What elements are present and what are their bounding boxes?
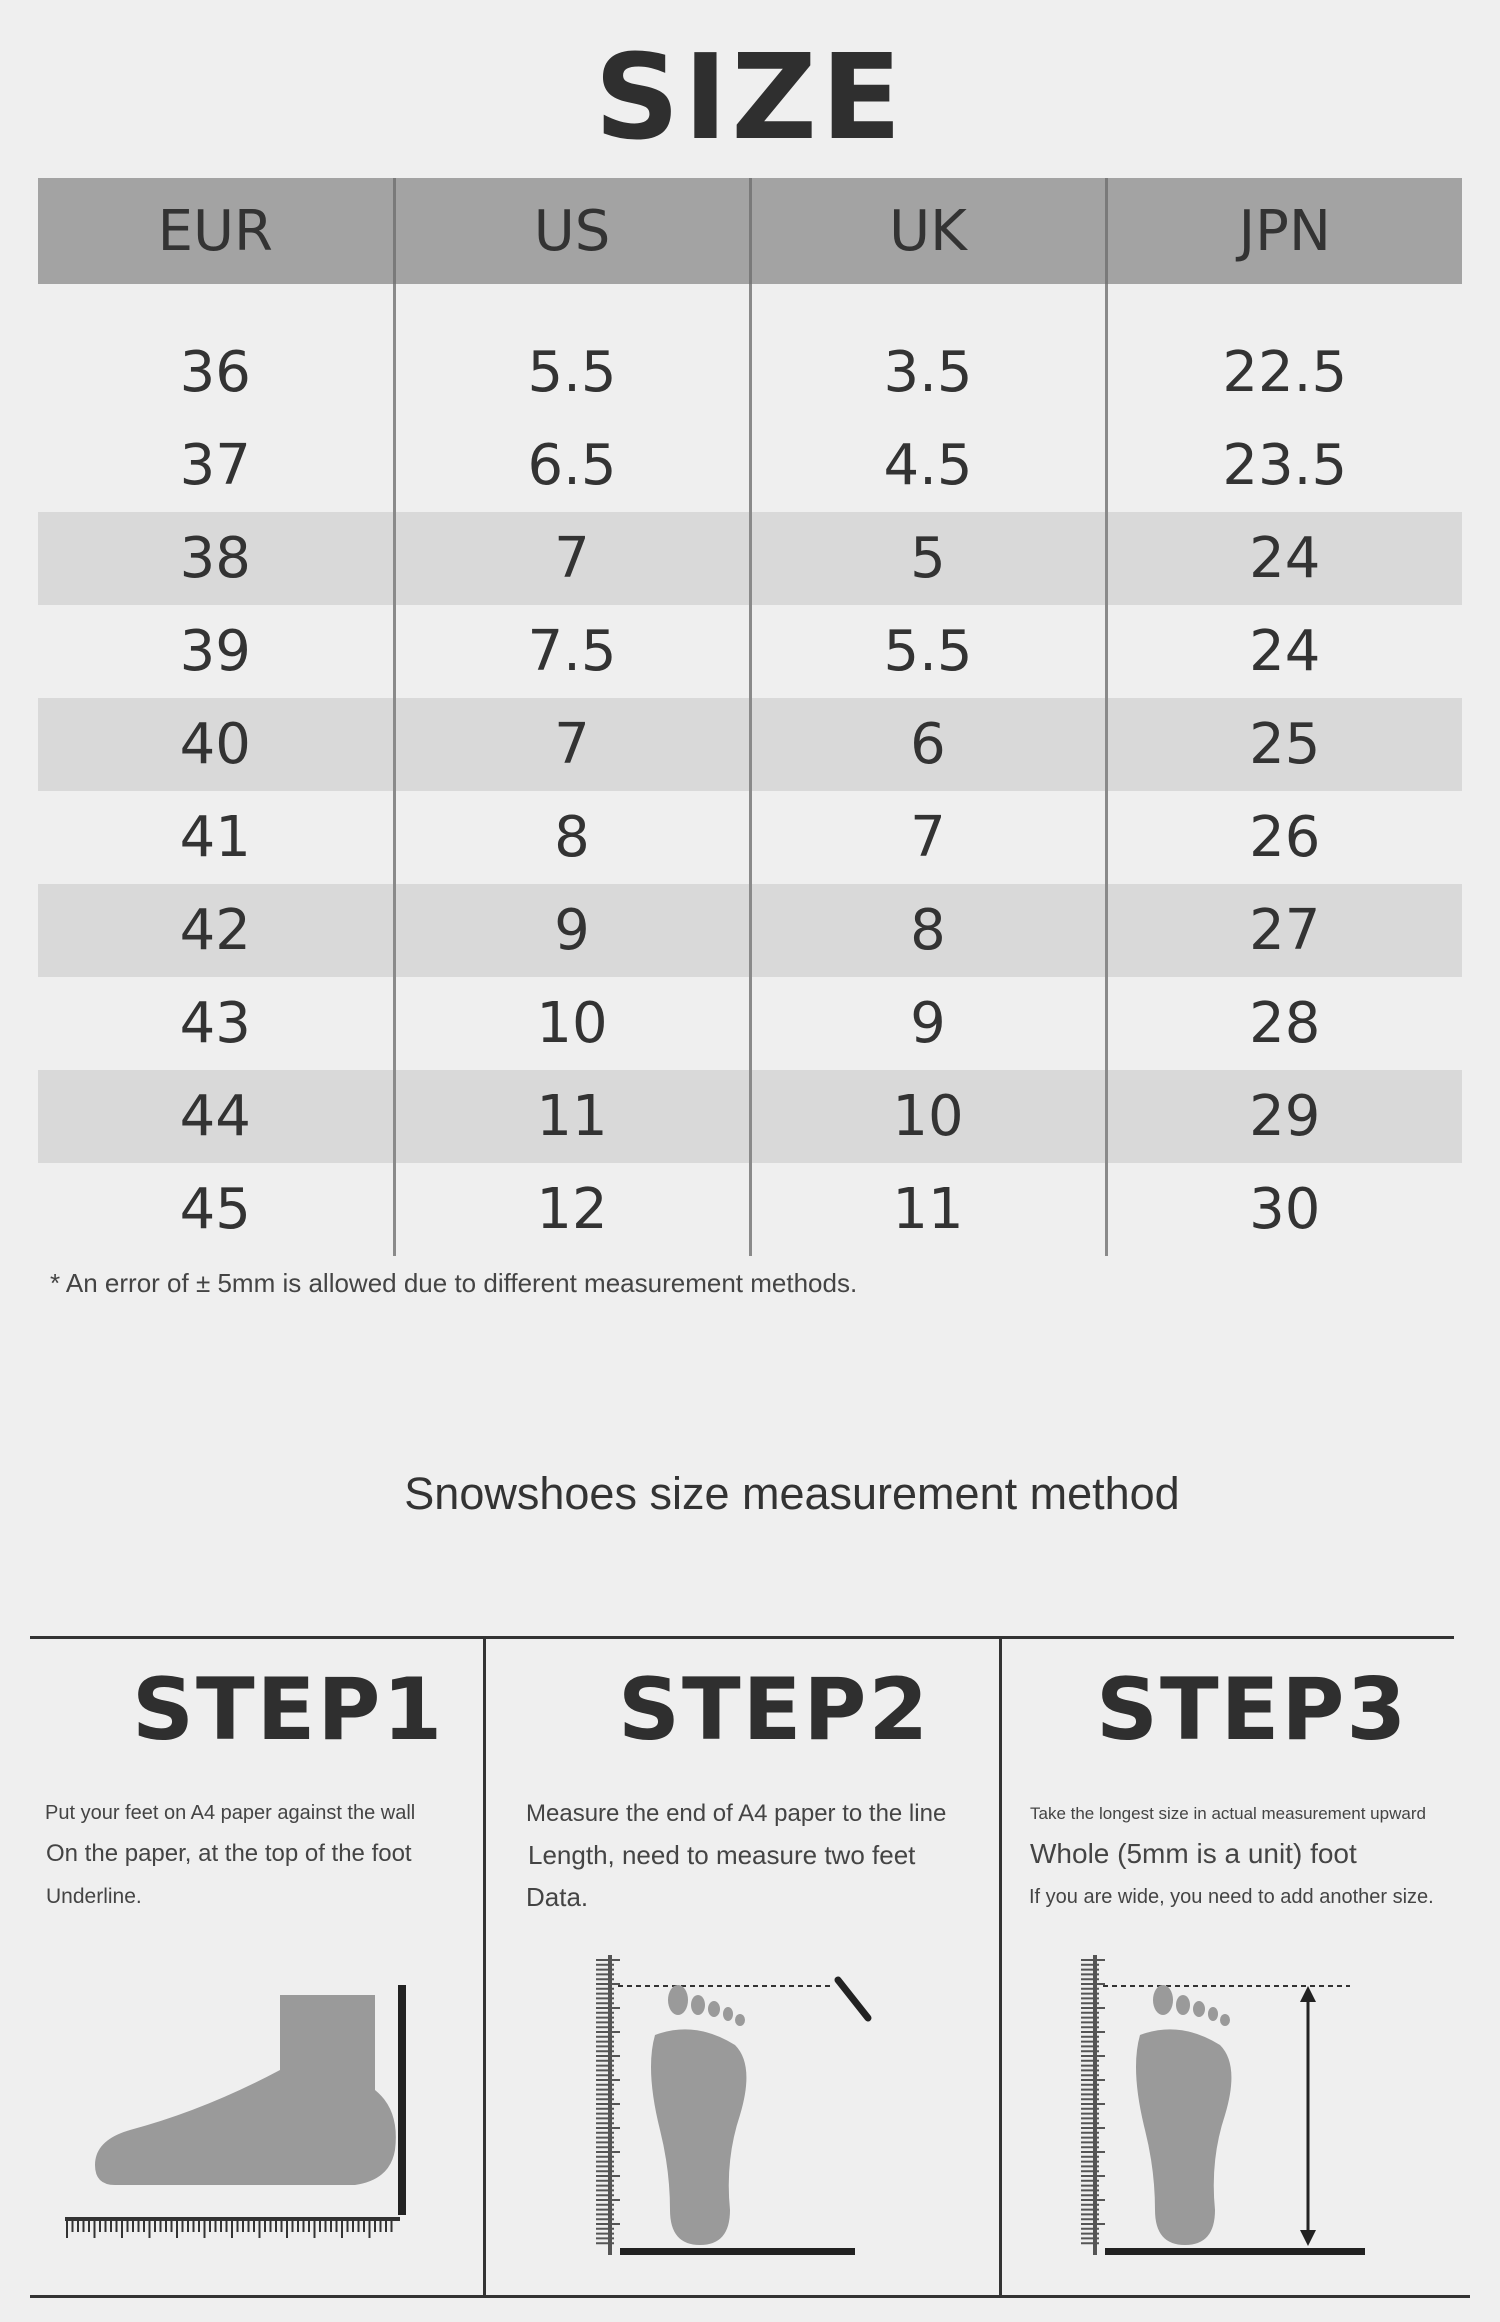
step3-line2: Whole (5mm is a unit) foot	[1030, 1838, 1357, 1869]
cell-us: 8	[394, 791, 750, 884]
table-row	[38, 791, 1462, 884]
cell-jpn: 29	[1106, 1070, 1462, 1163]
cell-uk: 9	[750, 977, 1106, 1070]
cell-us: 12	[394, 1163, 750, 1256]
cell-eur: 44	[38, 1070, 394, 1163]
spacer-cell	[38, 284, 394, 326]
header-eur: EUR	[38, 178, 394, 284]
size-table	[38, 178, 1462, 1256]
step1-title: STEP1	[132, 1660, 445, 1760]
cell-eur: 36	[38, 326, 394, 419]
step3-line3: If you are wide, you need to add another size.	[1029, 1886, 1434, 1908]
cell-eur: 45	[179, 1177, 251, 1242]
foot-length-illustration	[1075, 1950, 1395, 2260]
cell-eur: 37	[179, 433, 251, 498]
table-spacer-row	[38, 284, 1462, 326]
table-row	[38, 1163, 1462, 1256]
table-row	[38, 605, 1462, 698]
table-header-row	[38, 178, 1462, 284]
cell-eur: 42	[38, 884, 394, 977]
spacer-cell	[394, 284, 750, 326]
cell-jpn: 22.5	[1106, 326, 1462, 419]
table-row	[38, 1070, 1462, 1163]
step3-line1: Take the longest size in actual measurement upward	[1030, 1804, 1426, 1823]
cell-jpn: 23.5	[1106, 419, 1462, 512]
cell-eur: 38	[38, 512, 394, 605]
page-title: SIZE	[594, 28, 906, 166]
cell-uk: 4.5	[750, 419, 1106, 512]
cell-jpn: 28	[1106, 977, 1462, 1070]
cell-uk: 10	[750, 1070, 1106, 1163]
steps-top-divider	[30, 1636, 1454, 1639]
cell-us: 6.5	[394, 419, 750, 512]
cell-uk: 11	[750, 1163, 1106, 1256]
steps-divider-2	[999, 1638, 1002, 2296]
cell-us: 7	[394, 698, 750, 791]
spacer-cell	[750, 284, 1106, 326]
step1-line1: Put your feet on A4 paper against the wall	[45, 1802, 416, 1824]
cell-uk: 6	[750, 698, 1106, 791]
cell-uk: 5.5	[750, 605, 1106, 698]
cell-us: 7	[394, 512, 750, 605]
step2-line3: Data.	[526, 1882, 589, 1912]
method-title: Snowshoes size measurement method	[404, 1468, 1180, 1519]
steps-bottom-divider	[30, 2295, 1470, 2298]
step2-line1: Measure the end of A4 paper to the line	[526, 1800, 947, 1827]
cell-eur: 43	[179, 991, 251, 1056]
foot-measure-illustration	[590, 1950, 890, 2260]
cell-jpn: 27	[1106, 884, 1462, 977]
cell-eur: 41	[179, 805, 251, 870]
step1-line3: Underline.	[46, 1885, 142, 1908]
cell-eur: 40	[38, 698, 394, 791]
cell-eur: 39	[179, 619, 251, 684]
table-row	[38, 977, 1462, 1070]
cell-jpn: 26	[1106, 791, 1462, 884]
cell-us: 9	[394, 884, 750, 977]
spacer-cell	[1106, 284, 1462, 326]
cell-us: 7.5	[394, 605, 750, 698]
cell-us: 11	[394, 1070, 750, 1163]
header-uk: UK	[750, 178, 1106, 284]
cell-jpn: 24	[1106, 512, 1462, 605]
table-row	[38, 698, 1462, 791]
cell-us: 5.5	[394, 326, 750, 419]
step2-title: STEP2	[618, 1660, 931, 1760]
cell-uk: 7	[750, 791, 1106, 884]
boot-against-wall-illustration	[55, 1980, 425, 2270]
cell-uk: 8	[750, 884, 1106, 977]
cell-uk: 3.5	[750, 326, 1106, 419]
measurement-note: * An error of ± 5mm is allowed due to different measurement methods.	[50, 1268, 858, 1298]
cell-jpn: 24	[1106, 605, 1462, 698]
table-row	[38, 419, 1462, 512]
table-row	[38, 512, 1462, 605]
cell-uk: 5	[750, 512, 1106, 605]
cell-jpn: 25	[1106, 698, 1462, 791]
cell-us: 10	[394, 977, 750, 1070]
step1-line2: On the paper, at the top of the foot	[46, 1840, 412, 1867]
table-row	[38, 884, 1462, 977]
cell-jpn: 30	[1106, 1163, 1462, 1256]
header-us: US	[394, 178, 750, 284]
table-row	[38, 326, 1462, 419]
header-jpn: JPN	[1106, 178, 1462, 284]
steps-divider-1	[483, 1638, 486, 2296]
step2-line2: Length, need to measure two feet	[528, 1840, 916, 1870]
step3-title: STEP3	[1096, 1660, 1409, 1760]
